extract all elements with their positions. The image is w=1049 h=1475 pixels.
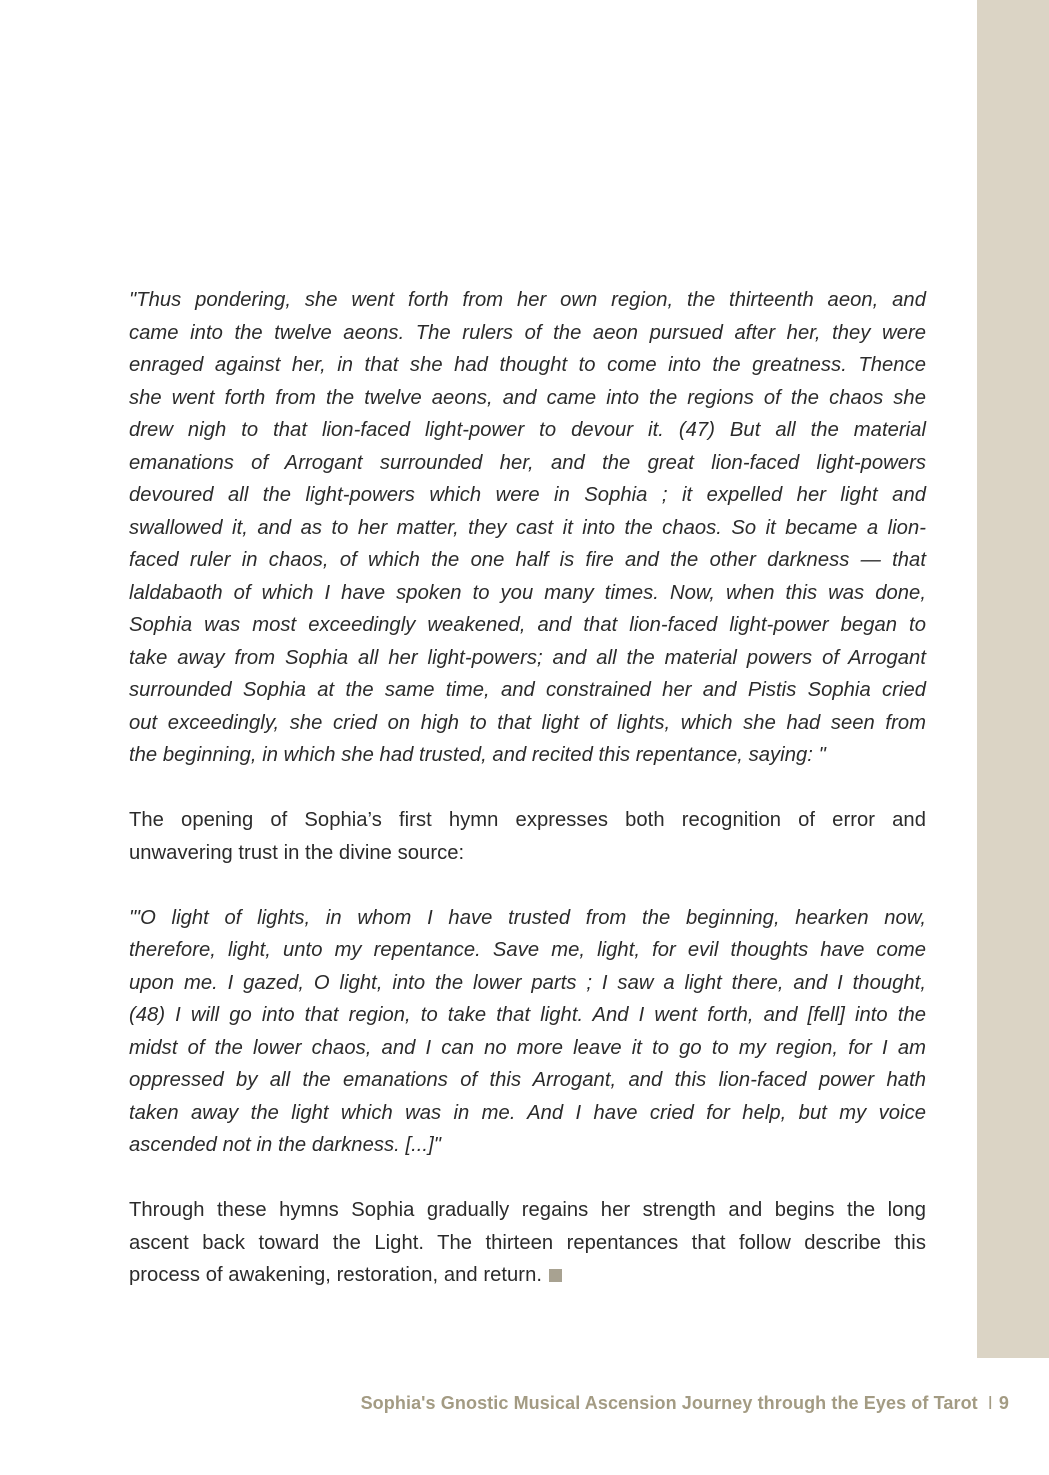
text-line: ascent back toward the Light. The thirteen repentances that follow describe this [129, 1231, 926, 1254]
text-line: emanations of Arrogant surrounded her, and the great lion-faced light-powers [129, 451, 926, 474]
text-line: midst of the lower chaos, and I can no more leave it to go to my region, for I am [129, 1036, 926, 1059]
footer-separator: I [987, 1393, 993, 1413]
text-line: "'O light of lights, in whom I have trusted from the beginning, hearken now, [129, 906, 926, 929]
text-line: she went forth from the twelve aeons, and came into the regions of the chaos she [129, 386, 926, 409]
text-line: take away from Sophia all her light-powers; and all the material powers of Arrogant [129, 646, 926, 669]
text-line: drew nigh to that lion-faced light-power to devour it. (47) But all the material [129, 419, 926, 441]
side-color-band [977, 0, 1049, 1358]
text-line: swallowed it, and as to her matter, they cast it into the chaos. So it became a lion- [129, 516, 926, 539]
footer-book-title: Sophia's Gnostic Musical Ascension Journey through the Eyes of Tarot [360, 1393, 978, 1413]
text-line: faced ruler in chaos, of which the one half is fire and the other darkness — that [129, 549, 926, 571]
text-line: taken away the light which was in me. And I have cried for help, but my voice [129, 1101, 926, 1124]
paragraph-spacer [129, 869, 926, 902]
paragraph-conclusion [129, 1194, 926, 1292]
text-line: came into the twelve aeons. The rulers of the aeon pursued after her, they were [129, 321, 926, 344]
text-line: unwavering trust in the divine source: [129, 841, 465, 864]
text-line-final [129, 1259, 926, 1292]
text-line: "Thus pondering, she went forth from her own region, the thirteenth aeon, and [129, 289, 926, 311]
text-line: therefore, light, unto my repentance. Save me, light, for evil thoughts have come [129, 939, 926, 961]
paragraph-spacer [129, 772, 926, 805]
text-line: the beginning, in which she had trusted, and recited this repentance, saying: " [129, 744, 826, 766]
text-line: upon me. I gazed, O light, into the lower parts ; I saw a light there, and I thought, [129, 971, 926, 994]
text-line: Through these hymns Sophia gradually regains her strength and begins the long [129, 1199, 926, 1221]
text-line: (48) I will go into that region, to take that light. And I went forth, and [fell] into the [129, 1004, 926, 1026]
text-line: oppressed by all the emanations of this Arrogant, and this lion-faced power hath [129, 1069, 926, 1091]
text-line: out exceedingly, she cried on high to that light of lights, which she had seen from [129, 711, 926, 734]
text-line: devoured all the light-powers which were in Sophia ; it expelled her light and [129, 484, 926, 506]
paragraph-hymn-intro [129, 804, 926, 869]
text-line: process of awakening, restoration, and return. [129, 1264, 543, 1286]
text-line: enraged against her, in that she had thought to come into the greatness. Thence [129, 354, 926, 376]
text-line: surrounded Sophia at the same time, and constrained her and Pistis Sophia cried [129, 679, 926, 701]
end-of-article-square-icon [549, 1269, 562, 1282]
text-line: laldabaoth of which I have spoken to you many times. Now, when this was done, [129, 581, 926, 604]
running-footer [361, 1393, 1009, 1414]
page-number: 9 [998, 1393, 1009, 1413]
text-line: Sophia was most exceedingly weakened, and that lion-faced light-power began to [129, 614, 926, 636]
block-quote-first-hymn [129, 902, 926, 1162]
text-line: The opening of Sophia’s first hymn expresses both recognition of error and [129, 809, 926, 831]
block-quote-pistis-sophia [129, 284, 926, 772]
text-line: ascended not in the darkness. [...]" [129, 1134, 441, 1156]
paragraph-spacer [129, 1162, 926, 1195]
page-content [129, 284, 926, 1292]
